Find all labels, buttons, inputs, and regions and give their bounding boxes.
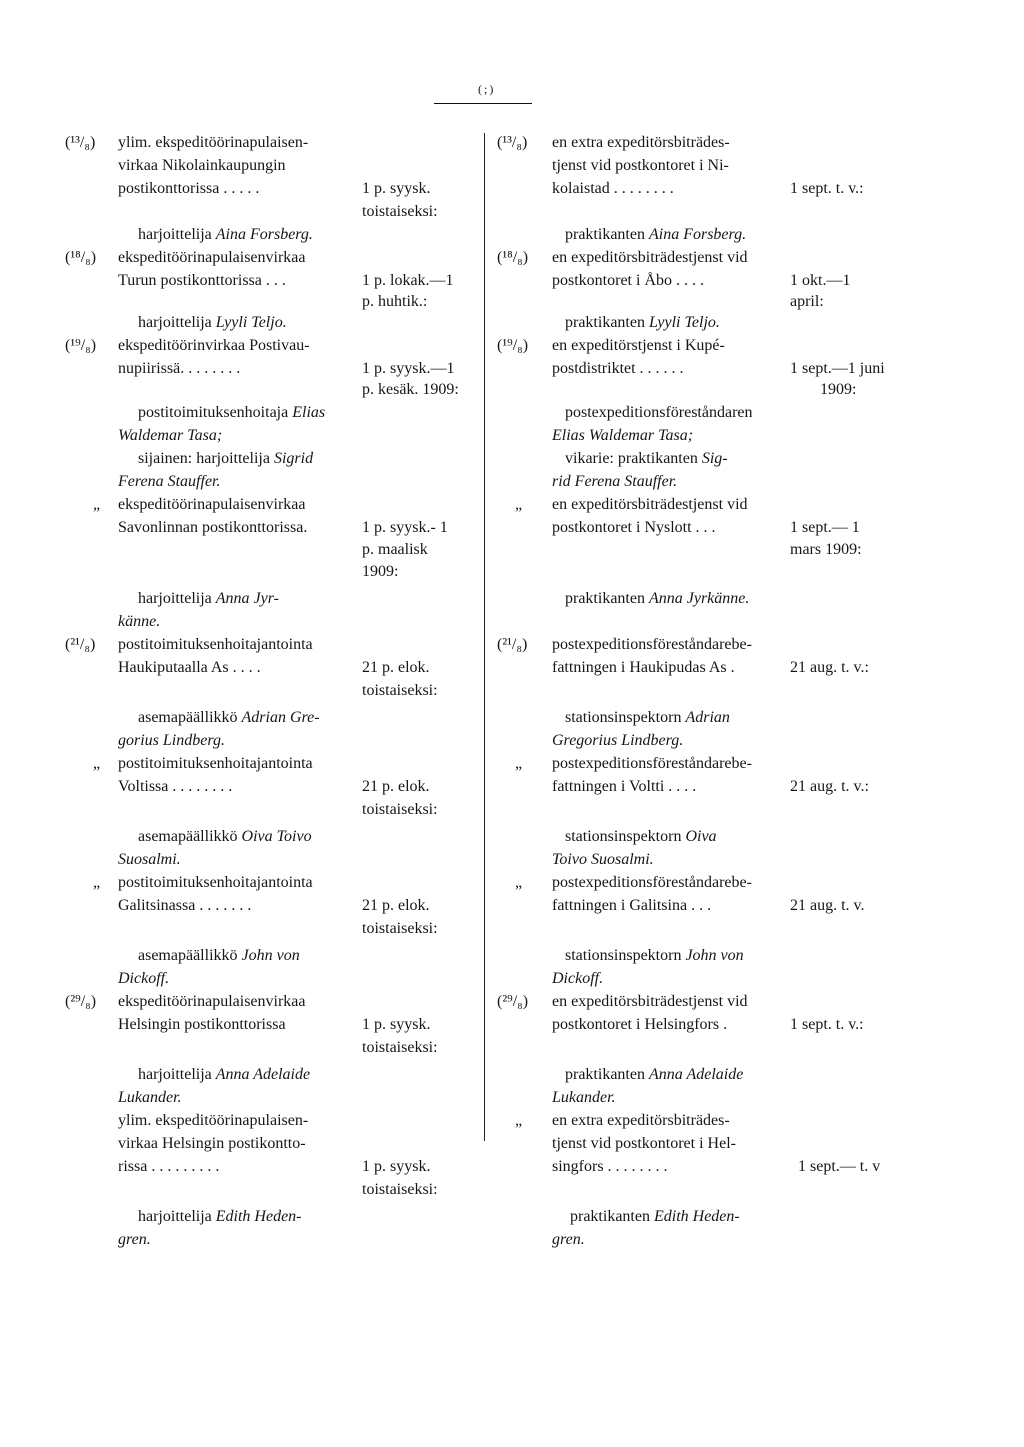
finnish-text-line (118, 732, 225, 750)
text-span: en extra expeditörsbiträdes- (552, 1112, 730, 1129)
text-span: ekspeditöörinapulaisenvirkaa (118, 993, 306, 1010)
text-span: Turun postikonttorissa . . . (118, 272, 286, 289)
swedish-text-line (565, 828, 717, 846)
text-span: en expeditörsbiträdestjenst vid (552, 993, 748, 1010)
swedish-text-line (552, 157, 729, 175)
finnish-text-line (118, 636, 313, 654)
italic-name-text: Anna Adelaide (648, 1066, 744, 1083)
text-span: postitoimituksenhoitajantointa (118, 636, 313, 653)
text-span: en expeditörsbiträdestjenst vid (552, 496, 748, 513)
swedish-text-line (552, 134, 730, 152)
finnish-text-line (362, 541, 428, 559)
text-span: (¹³/₈) (65, 134, 96, 151)
text-span: postitoimituksenhoitajantointa (118, 755, 313, 772)
text-span: 21 aug. t. v.: (790, 778, 869, 795)
text-span: postdistriktet . . . . . . (552, 360, 684, 377)
finnish-text-line (118, 496, 306, 514)
italic-name-text: Lyyli Teljo. (215, 314, 287, 331)
finnish-text-line (138, 590, 279, 608)
text-span: harjoittelija (138, 1066, 216, 1083)
finnish-text-line (118, 851, 181, 869)
finnish-text-line (362, 1181, 438, 1199)
text-span: Voltissa . . . . . . . . (118, 778, 233, 795)
italic-name-text: Sigrid (273, 450, 314, 467)
italic-name-text: Elias Waldemar Tasa; (552, 427, 694, 444)
swedish-text-line (790, 1016, 864, 1034)
text-span: 21 p. elok. (362, 897, 430, 914)
swedish-text-line (790, 519, 860, 537)
swedish-text-line (552, 897, 711, 915)
finnish-text-line (362, 272, 454, 290)
finnish-text-line (138, 450, 313, 468)
swedish-text-line (552, 636, 752, 654)
swedish-text-line (790, 778, 869, 796)
swedish-text-line (570, 1208, 740, 1226)
text-span: 1 sept. t. v.: (790, 180, 864, 197)
text-span: postkontoret i Helsingfors . (552, 1016, 728, 1033)
swedish-text-line (552, 732, 683, 750)
finnish-text-line (138, 709, 320, 727)
text-span: p. huhtik.: (362, 293, 428, 310)
italic-name-text: Edith Heden- (653, 1208, 740, 1225)
finnish-text-line (362, 1158, 430, 1176)
text-span: ekspeditöörinapulaisenvirkaa (118, 249, 306, 266)
text-span: Galitsinassa . . . . . . . (118, 897, 252, 914)
text-span: praktikanten (565, 314, 649, 331)
swedish-text-line (552, 337, 725, 355)
text-span: (¹⁸/₈) (65, 249, 97, 266)
swedish-text-line (565, 947, 744, 965)
page-number-rule (434, 103, 532, 104)
text-span: p. maalisk (362, 541, 428, 558)
text-span: 1 okt.—1 (790, 272, 851, 289)
swedish-text-line (552, 1158, 668, 1176)
italic-name-text: Anna Adelaide (215, 1066, 311, 1083)
finnish-text-line (118, 1158, 219, 1176)
text-span: 21 p. elok. (362, 778, 430, 795)
text-span: harjoittelija (138, 226, 216, 243)
text-span: stationsinspektorn (565, 709, 686, 726)
italic-name-text: Suosalmi. (118, 851, 181, 868)
finnish-text-line (362, 778, 430, 796)
finnish-text-line (118, 778, 232, 796)
finnish-text-line (118, 180, 259, 198)
finnish-text-line (362, 293, 427, 311)
italic-name-text: Adrian Gre- (241, 709, 320, 726)
text-span: praktikanten (570, 1208, 654, 1225)
finnish-text-line (362, 360, 454, 378)
finnish-text-line (65, 636, 95, 654)
text-span: 1 p. syysk. (362, 1158, 431, 1175)
finnish-text-line (118, 970, 169, 988)
italic-name-text: Dickoff. (118, 970, 170, 987)
text-span: postexpeditionsföreståndarebe- (552, 874, 752, 891)
text-span: „ (515, 1112, 523, 1129)
text-span: ekspeditöörinapulaisenvirkaa (118, 496, 306, 513)
text-span: 1 sept.—1 juni (790, 360, 885, 377)
text-span: virkaa Nikolainkaupungin (118, 157, 286, 174)
swedish-text-line (552, 755, 752, 773)
italic-name-text: känne. (118, 613, 161, 630)
swedish-text-line (497, 636, 527, 654)
finnish-text-line (65, 993, 96, 1011)
swedish-text-line (552, 1135, 736, 1153)
text-span: toistaiseksi: (362, 682, 438, 699)
italic-name-text: Anna Jyrkänne. (648, 590, 750, 607)
swedish-text-line (515, 874, 522, 892)
swedish-text-line (565, 709, 730, 727)
text-span: virkaa Helsingin postikontto- (118, 1135, 306, 1152)
text-span: postexpeditionsföreståndarebe- (552, 755, 752, 772)
text-span: 1 p. syysk.—1 (362, 360, 455, 377)
text-span: 1 p. syysk. (362, 180, 431, 197)
finnish-text-line (362, 801, 438, 819)
text-span: 21 aug. t. v. (790, 897, 865, 914)
finnish-text-line (118, 427, 222, 445)
text-span: praktikanten (565, 226, 649, 243)
swedish-text-line (552, 1089, 616, 1107)
finnish-text-line (118, 755, 313, 773)
finnish-text-line (362, 519, 448, 537)
text-span: (²⁹/₈) (65, 993, 97, 1010)
text-span: toistaiseksi: (362, 1039, 438, 1056)
text-span: 21 aug. t. v.: (790, 659, 869, 676)
italic-name-text: Sig- (701, 450, 728, 467)
text-span: asemapäällikkö (138, 947, 242, 964)
finnish-text-line (65, 134, 95, 152)
finnish-text-line (362, 180, 430, 198)
text-span: nupiirissä. . . . . . . . (118, 360, 241, 377)
text-span: en expeditörsbiträdestjenst vid (552, 249, 748, 266)
finnish-text-line (118, 1089, 182, 1107)
text-span: fattningen i Haukipudas As . (552, 659, 735, 676)
text-span: „ (93, 874, 101, 891)
text-span: 1 sept. t. v.: (790, 1016, 864, 1033)
column-divider (484, 133, 485, 1141)
swedish-text-line (497, 337, 528, 355)
swedish-text-line (565, 450, 728, 468)
italic-name-text: gren. (552, 1231, 585, 1248)
text-span: „ (515, 496, 523, 513)
text-span: toistaiseksi: (362, 801, 438, 818)
text-span: postkontoret i Åbo . . . . (552, 272, 704, 289)
italic-name-text: John von (685, 947, 744, 964)
text-span: tjenst vid postkontoret i Hel- (552, 1135, 736, 1152)
swedish-text-line (552, 659, 735, 677)
text-span: mars 1909: (790, 541, 862, 558)
italic-name-text: rid Ferena Stauffer. (552, 473, 678, 490)
swedish-text-line (552, 496, 748, 514)
swedish-text-line (565, 314, 720, 332)
swedish-text-line (790, 360, 885, 378)
italic-name-text: Lukander. (552, 1089, 616, 1106)
italic-name-text: Gregorius Lindberg. (552, 732, 684, 749)
text-span: 1 sept.— 1 (790, 519, 860, 536)
swedish-text-line (798, 1158, 880, 1176)
text-span: asemapäällikkö (138, 828, 242, 845)
finnish-text-line (65, 249, 96, 267)
swedish-text-line (790, 293, 824, 311)
swedish-text-line (790, 541, 862, 559)
finnish-text-line (118, 613, 160, 631)
text-span: postkontoret i Nyslott . . . (552, 519, 716, 536)
text-span: 1 sept.— t. v (798, 1158, 881, 1175)
italic-name-text: Lukander. (118, 1089, 182, 1106)
italic-name-text: gren. (118, 1231, 151, 1248)
finnish-text-line (93, 755, 100, 773)
finnish-text-line (362, 203, 438, 221)
text-span: 1 p. syysk. (362, 1016, 431, 1033)
text-span: Haukiputaalla As . . . . (118, 659, 261, 676)
text-span: postitoimituksenhoitaja (138, 404, 293, 421)
text-span: (¹⁹/₈) (65, 337, 97, 354)
finnish-text-line (362, 1016, 430, 1034)
italic-name-text: Aina Forsberg. (648, 226, 747, 243)
finnish-text-line (118, 897, 251, 915)
swedish-text-line (820, 381, 856, 399)
finnish-text-line (118, 659, 261, 677)
swedish-text-line (515, 755, 522, 773)
finnish-text-line (118, 337, 310, 355)
swedish-text-line (552, 180, 674, 198)
text-span: singfors . . . . . . . . (552, 1158, 668, 1175)
text-span: ekspeditöörinvirkaa Postivau- (118, 337, 310, 354)
text-span: (²¹/₈) (497, 636, 528, 653)
italic-name-text: Toivo Suosalmi. (552, 851, 654, 868)
italic-name-text: Elias (292, 404, 326, 421)
finnish-text-line (93, 874, 100, 892)
swedish-text-line (497, 993, 528, 1011)
swedish-text-line (565, 226, 746, 244)
text-span: stationsinspektorn (565, 947, 686, 964)
swedish-text-line (790, 897, 865, 915)
swedish-text-line (552, 360, 684, 378)
swedish-text-line (552, 427, 693, 445)
text-span: (¹³/₈) (497, 134, 528, 151)
finnish-text-line (362, 682, 438, 700)
text-span: 1 p. lokak.—1 (362, 272, 454, 289)
swedish-text-line (565, 1066, 743, 1084)
text-span: „ (515, 755, 523, 772)
finnish-text-line (362, 563, 398, 581)
text-span: p. kesäk. 1909: (362, 381, 459, 398)
finnish-text-line (118, 1112, 308, 1130)
text-span: 1 p. syysk.- 1 (362, 519, 448, 536)
finnish-text-line (362, 920, 438, 938)
finnish-text-line (138, 1066, 310, 1084)
text-span: (²⁹/₈) (497, 993, 529, 1010)
text-span: (¹⁹/₈) (497, 337, 529, 354)
text-span: toistaiseksi: (362, 920, 438, 937)
italic-name-text: Lyyli Teljo. (648, 314, 720, 331)
italic-name-text: Oiva Toivo (241, 828, 312, 845)
swedish-text-line (552, 970, 603, 988)
text-span: ylim. ekspeditöörinapulaisen- (118, 134, 309, 151)
text-span: postitoimituksenhoitajantointa (118, 874, 313, 891)
swedish-text-line (790, 659, 869, 677)
text-span: (¹⁸/₈) (497, 249, 529, 266)
finnish-text-line (118, 1135, 306, 1153)
finnish-text-line (362, 659, 430, 677)
italic-name-text: Aina Forsberg. (215, 226, 313, 243)
text-span: (²¹/₈) (65, 636, 96, 653)
italic-name-text: Anna Jyr- (215, 590, 279, 607)
finnish-text-line (118, 1016, 286, 1034)
finnish-text-line (138, 226, 313, 244)
text-span: toistaiseksi: (362, 203, 438, 220)
text-span: 1909: (820, 381, 857, 398)
swedish-text-line (552, 519, 716, 537)
finnish-text-line (118, 360, 240, 378)
finnish-text-line (118, 519, 307, 537)
swedish-text-line (552, 272, 704, 290)
italic-name-text: Edith Heden- (215, 1208, 302, 1225)
text-span: harjoittelija (138, 590, 216, 607)
text-span: Savonlinnan postikonttorissa. (118, 519, 308, 536)
text-span: asemapäällikkö (138, 709, 242, 726)
finnish-text-line (138, 828, 312, 846)
finnish-text-line (362, 897, 430, 915)
italic-name-text: gorius Lindberg. (118, 732, 225, 749)
finnish-text-line (93, 496, 100, 514)
text-span: harjoittelija (138, 314, 216, 331)
finnish-text-line (138, 314, 287, 332)
text-span: 21 p. elok. (362, 659, 430, 676)
text-span: postikonttorissa . . . . . (118, 180, 260, 197)
italic-name-text: Oiva (685, 828, 717, 845)
text-span: en expeditörstjenst i Kupé- (552, 337, 725, 354)
swedish-text-line (552, 874, 752, 892)
text-span: toistaiseksi: (362, 1181, 438, 1198)
italic-name-text: Adrian (685, 709, 730, 726)
italic-name-text: Ferena Stauffer. (118, 473, 221, 490)
text-span: rissa . . . . . . . . . (118, 1158, 220, 1175)
swedish-text-line (552, 1112, 730, 1130)
text-span: ylim. ekspeditöörinapulaisen- (118, 1112, 309, 1129)
finnish-text-line (118, 157, 286, 175)
finnish-text-line (118, 249, 306, 267)
swedish-text-line (552, 993, 748, 1011)
swedish-text-line (552, 1016, 727, 1034)
swedish-text-line (552, 249, 748, 267)
text-span: postexpeditionsföreståndaren (565, 404, 753, 421)
italic-name-text: Dickoff. (552, 970, 604, 987)
swedish-text-line (790, 180, 864, 198)
finnish-text-line (138, 1208, 302, 1226)
text-span: fattningen i Voltti . . . . (552, 778, 697, 795)
text-span: fattningen i Galitsina . . . (552, 897, 712, 914)
swedish-text-line (515, 1112, 522, 1130)
finnish-text-line (118, 874, 313, 892)
swedish-text-line (552, 473, 677, 491)
text-span: sijainen: harjoittelija (138, 450, 274, 467)
finnish-text-line (138, 947, 300, 965)
finnish-text-line (138, 404, 325, 422)
swedish-text-line (552, 1231, 585, 1249)
swedish-text-line (790, 272, 850, 290)
text-span: tjenst vid postkontoret i Ni- (552, 157, 729, 174)
text-span: april: (790, 293, 824, 310)
text-span: en extra expeditörsbiträdes- (552, 134, 730, 151)
finnish-text-line (118, 993, 306, 1011)
text-span: harjoittelija (138, 1208, 216, 1225)
italic-name-text: John von (241, 947, 300, 964)
swedish-text-line (497, 134, 527, 152)
swedish-text-line (565, 590, 749, 608)
page-number: (;) (478, 82, 496, 96)
text-span: „ (515, 874, 523, 891)
finnish-text-line (362, 1039, 438, 1057)
text-span: praktikanten (565, 1066, 649, 1083)
finnish-text-line (118, 272, 286, 290)
italic-name-text: Waldemar Tasa; (118, 427, 223, 444)
finnish-text-line (65, 337, 96, 355)
text-span: praktikanten (565, 590, 649, 607)
text-span: postexpeditionsföreståndarebe- (552, 636, 752, 653)
finnish-text-line (118, 134, 308, 152)
swedish-text-line (552, 778, 696, 796)
text-span: stationsinspektorn (565, 828, 686, 845)
swedish-text-line (565, 404, 753, 422)
text-span: „ (93, 755, 101, 772)
text-span: kolaistad . . . . . . . . (552, 180, 674, 197)
swedish-text-line (552, 851, 654, 869)
text-span: „ (93, 496, 101, 513)
swedish-text-line (515, 496, 522, 514)
swedish-text-line (497, 249, 528, 267)
finnish-text-line (118, 1231, 151, 1249)
text-span: vikarie: praktikanten (565, 450, 702, 467)
finnish-text-line (118, 473, 221, 491)
finnish-text-line (362, 381, 459, 399)
text-span: 1909: (362, 563, 399, 580)
text-span: Helsingin postikonttorissa (118, 1016, 286, 1033)
